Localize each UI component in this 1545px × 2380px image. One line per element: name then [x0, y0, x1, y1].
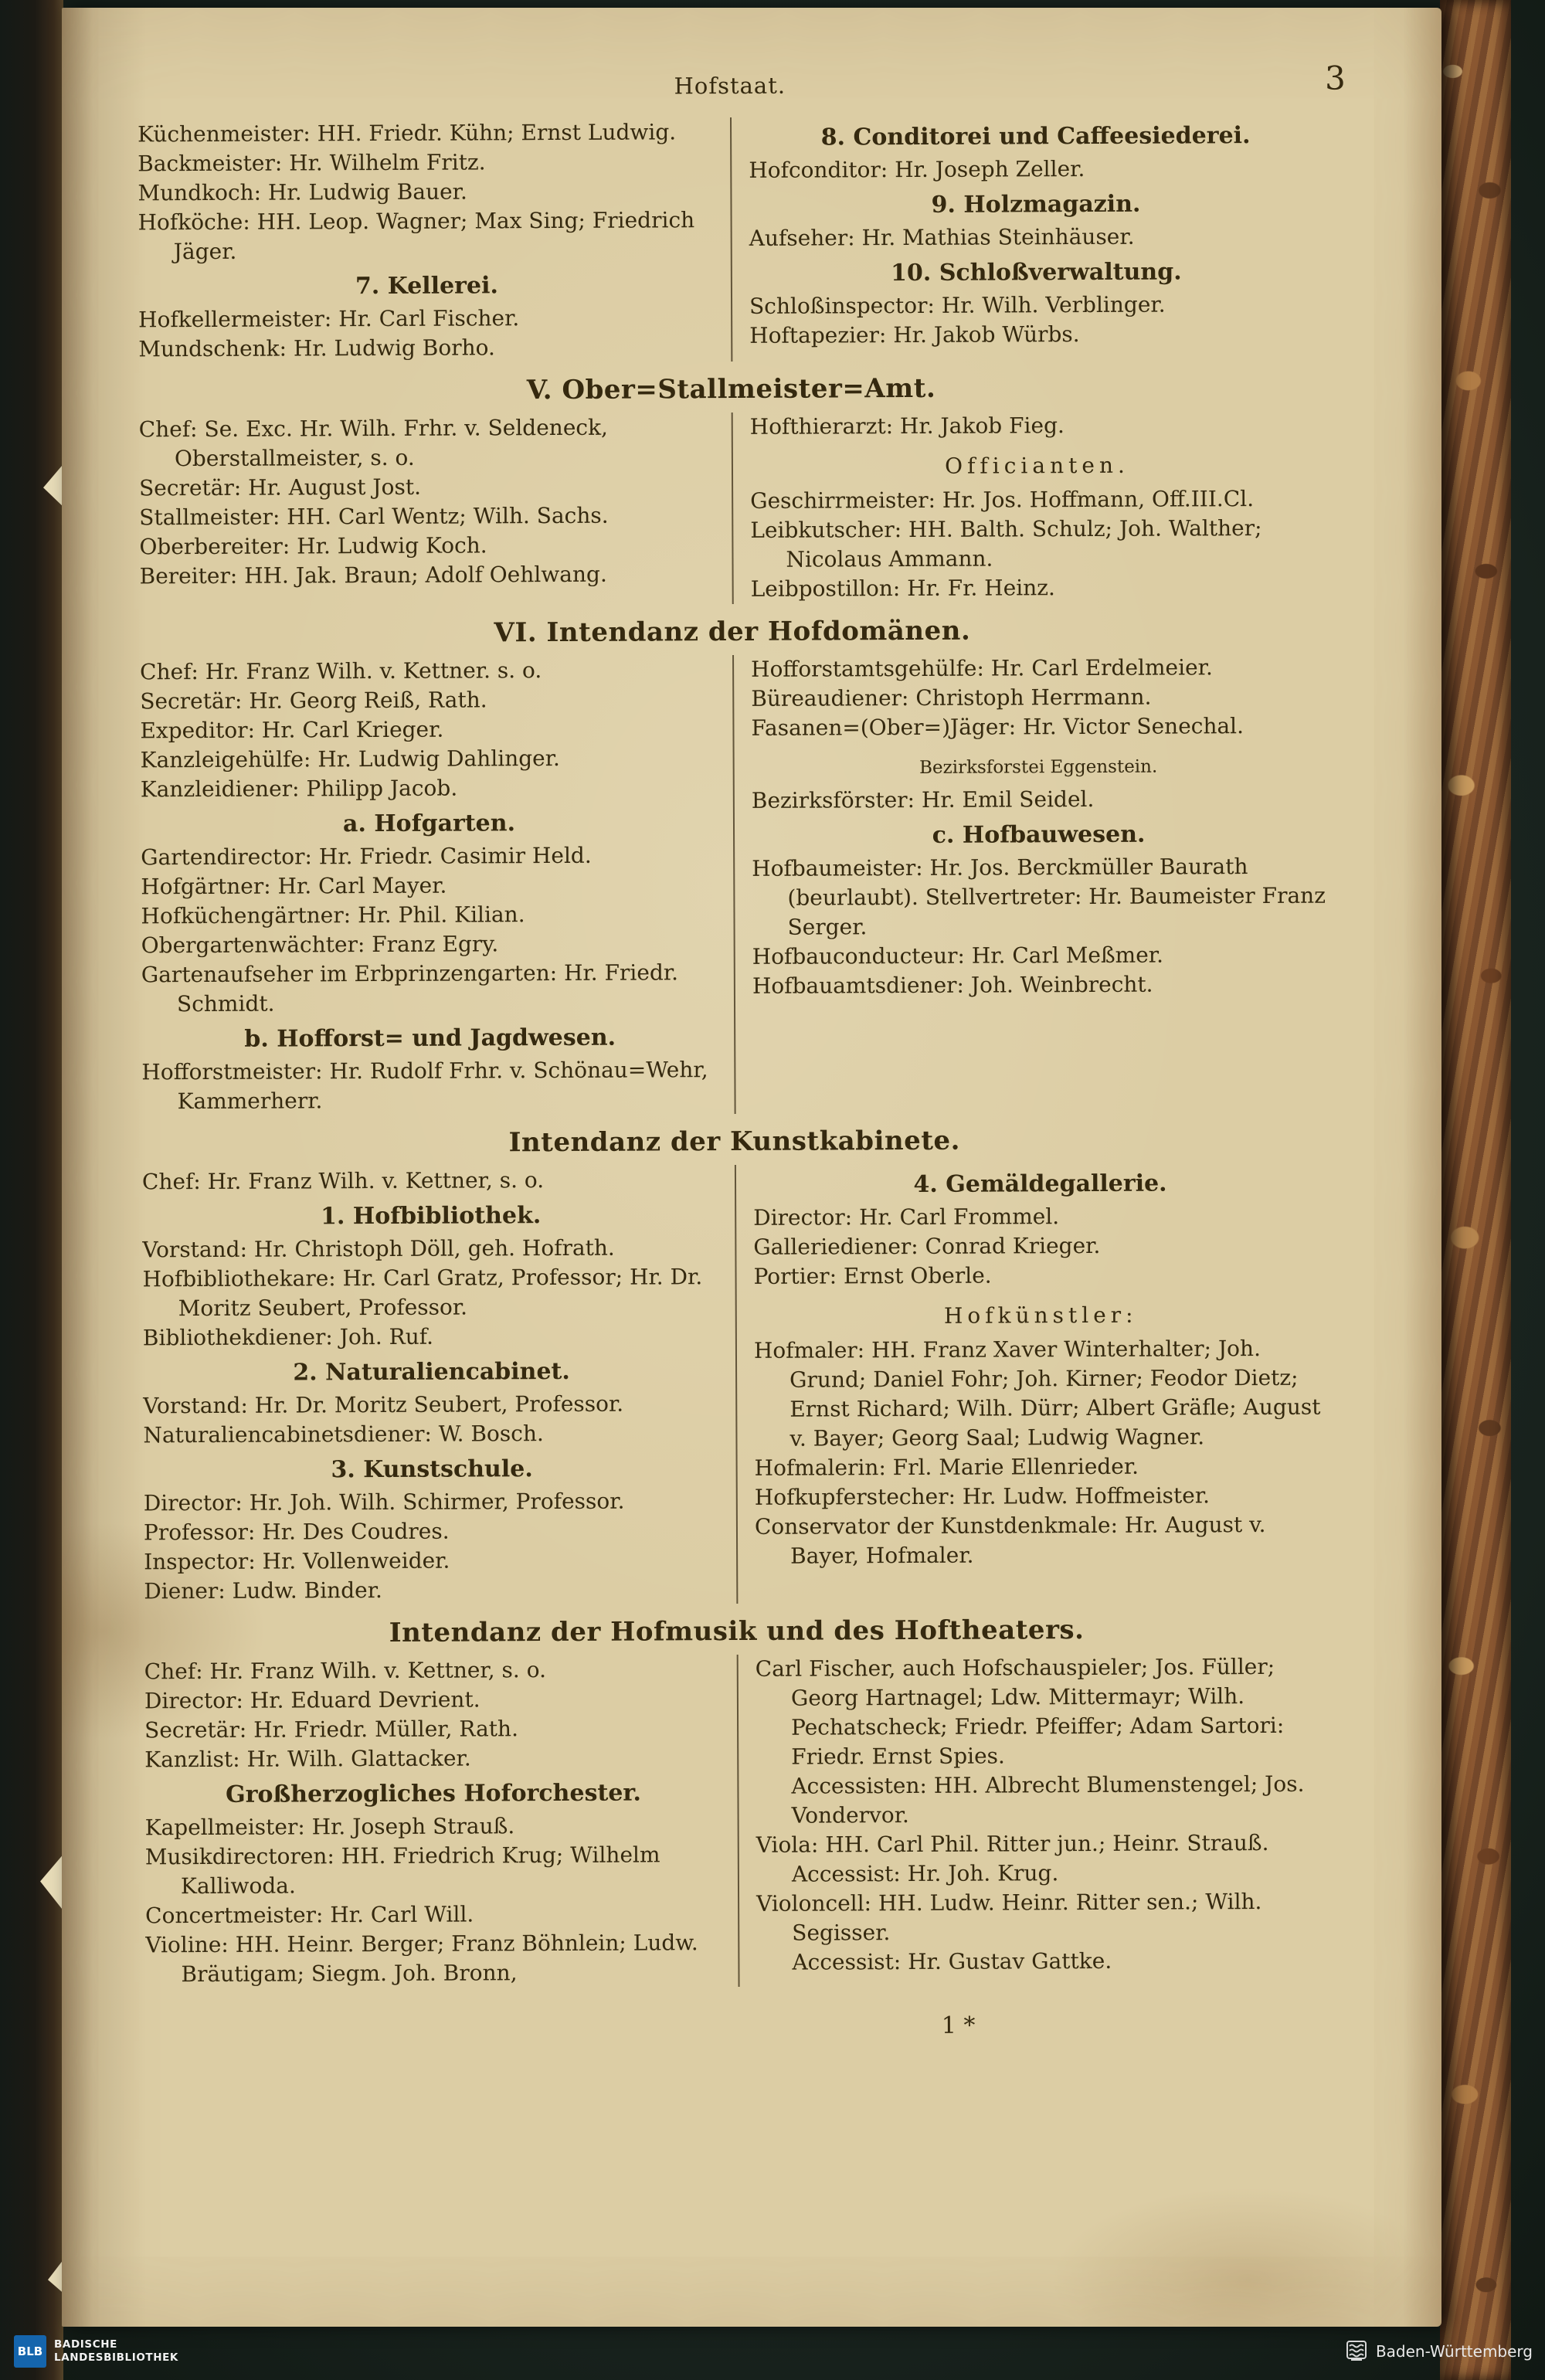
directory-entry: Vorstand: Hr. Christoph Döll, geh. Hofrath.: [142, 1234, 615, 1263]
directory-entry: Mundkoch: Hr. Ludwig Bauer.: [138, 178, 467, 206]
coat-of-arms-icon: [1345, 2340, 1368, 2363]
column-right: [732, 410, 1325, 604]
directory-entry: Accessist: Hr. Gustav Gattke.: [792, 1947, 1112, 1975]
directory-entry: Hofforstamtsgehülfe: Hr. Carl Erdelmeier.: [751, 654, 1213, 682]
section-columns: [139, 410, 1325, 607]
sub-heading: 2. Naturaliencabinet.: [293, 1357, 570, 1387]
sub-heading: 10. Schloßverwaltung.: [891, 258, 1182, 287]
directory-entry: Oberbereiter: Hr. Ludwig Koch.: [139, 532, 487, 560]
directory-entry: Hofforstmeister: Hr. Rudolf Frhr. v. Schönau=Wehr, Kammerherr.: [141, 1057, 708, 1115]
directory-entry: Stallmeister: HH. Carl Wentz; Wilh. Sachs.: [139, 502, 609, 531]
directory-entry: Carl Fischer, auch Hofschauspieler; Jos. Füller; Georg Hartnagel; Ldw. Mittermayr; Wilh. Pechatscheck; Friedr. Pfeiffer; Adam Sartori: Friedr. Ernst Spies.: [755, 1653, 1285, 1770]
sub-heading: Officianten.: [945, 452, 1129, 479]
sub-heading: a. Hofgarten.: [342, 810, 516, 838]
directory-entry: Kanzleigehülfe: Hr. Ludwig Dahlinger.: [140, 745, 560, 773]
page-number: 3: [1324, 59, 1346, 97]
directory-entry: Conservator der Kunstdenkmale: Hr. August v. Bayer, Hofmaler.: [754, 1512, 1266, 1569]
directory-entry: Hofmaler: HH. Franz Xaver Winterhalter; Joh. Grund; Daniel Fohr; Joh. Kirner; Feodor Dietz; Ernst Richard; Wilh. Dürr; Albert Gräfle; August v. Bayer; Georg Saal; Ludwig Wagner.: [753, 1336, 1321, 1451]
directory-entry: Hofthierarzt: Hr. Jakob Fieg.: [749, 413, 1065, 440]
directory-entry: Hofküchengärtner: Hr. Phil. Kilian.: [141, 901, 525, 929]
directory-entry: Hofkellermeister: Hr. Carl Fischer.: [138, 305, 520, 333]
directory-entry: Kapellmeister: Hr. Joseph Strauß.: [144, 1813, 515, 1841]
directory-entry: Violoncell: HH. Ludw. Heinr. Ritter sen.; Wilh. Segisser.: [756, 1889, 1262, 1946]
state-name: Baden-Württemberg: [1375, 2342, 1533, 2361]
directory-entry: Hofkupferstecher: Hr. Ludw. Hoffmeister.: [754, 1482, 1211, 1510]
page-sections: [138, 115, 1331, 1990]
directory-entry: Gartendirector: Hr. Friedr. Casimir Held.: [141, 842, 592, 871]
directory-entry: Bezirksförster: Hr. Emil Seidel.: [751, 786, 1095, 813]
directory-entry: Schloßinspector: Hr. Wilh. Verblinger.: [749, 291, 1166, 319]
library-name: [54, 2338, 178, 2365]
sub-heading: 1. Hofbibliothek.: [321, 1202, 542, 1231]
column-right: [735, 1163, 1329, 1604]
book-cover-marbled-edge: [1440, 0, 1511, 2380]
directory-entry: Chef: Hr. Franz Wilh. v. Kettner, s. o.: [144, 1657, 547, 1685]
signature-mark: 1 *: [941, 2012, 976, 2039]
directory-entry: Chef: Hr. Franz Wilh. v. Kettner, s. o.: [141, 1167, 545, 1195]
directory-entry: Secretär: Hr. Georg Reiß, Rath.: [140, 687, 487, 715]
directory-entry: Hofbauamtsdiener: Joh. Weinbrecht.: [752, 971, 1153, 999]
book-binding-shadow: [0, 0, 63, 2380]
directory-entry: Hofconditor: Hr. Joseph Zeller.: [749, 156, 1085, 183]
directory-entry: Director: Hr. Joh. Wilh. Schirmer, Professor.: [143, 1488, 625, 1516]
section-heading: VI. Intendanz der Hofdomänen.: [494, 615, 971, 649]
directory-entry: Hofbaumeister: Hr. Jos. Berckmüller Baurath (beurlaubt). Stellvertreter: Hr. Baumeister Franz Serger.: [752, 854, 1326, 940]
column-right: [737, 1652, 1331, 1987]
directory-entry: Hoftapezier: Hr. Jakob Würbs.: [749, 321, 1080, 348]
directory-entry: Bereiter: HH. Jak. Braun; Adolf Oehlwang.: [139, 561, 607, 589]
directory-entry: Portier: Ernst Oberle.: [753, 1262, 992, 1289]
column-left: [138, 117, 731, 364]
directory-entry: Hofbauconducteur: Hr. Carl Meßmer.: [752, 942, 1164, 969]
section-columns: [142, 1163, 1329, 1607]
column-left: [140, 655, 735, 1116]
directory-entry: Büreaudiener: Christoph Herrmann.: [751, 684, 1152, 711]
directory-entry: Director: Hr. Carl Frommel.: [753, 1204, 1060, 1231]
sub-heading: 3. Kunstschule.: [331, 1455, 533, 1484]
directory-entry: Gartenaufseher im Erbprinzengarten: Hr. Friedr. Schmidt.: [141, 959, 679, 1017]
directory-entry: Chef: Se. Exc. Hr. Wilh. Frhr. v. Seldeneck, Oberstallmeister, s. o.: [138, 414, 608, 472]
section-heading: V. Ober=Stallmeister=Amt.: [526, 372, 936, 406]
page-header: [138, 59, 1346, 121]
directory-entry: Chef: Hr. Franz Wilh. v. Kettner. s. o.: [140, 657, 542, 685]
sub-heading: 7. Kellerei.: [355, 272, 498, 300]
column-right: [730, 115, 1323, 362]
directory-entry: Professor: Hr. Des Coudres.: [143, 1518, 450, 1546]
library-logo: [14, 2335, 178, 2368]
sub-heading: 8. Conditorei und Caffeesiederei.: [820, 122, 1251, 151]
directory-entry: Director: Hr. Eduard Devrient.: [144, 1686, 480, 1714]
directory-entry: Secretär: Hr. August Jost.: [139, 474, 422, 501]
directory-entry: Viola: HH. Carl Phil. Ritter jun.; Heinr. Strauß.: [756, 1829, 1269, 1858]
directory-entry: Inspector: Hr. Vollenweider.: [144, 1547, 450, 1575]
sub-heading: 9. Holzmagazin.: [931, 190, 1141, 219]
section-heading: Intendanz der Hofmusik und des Hoftheaters.: [389, 1614, 1085, 1648]
directory-entry: Hofköche: HH. Leop. Wagner; Max Sing; Friedrich Jäger.: [138, 207, 695, 265]
section-columns: [144, 1652, 1331, 1990]
directory-entry: Kanzleidiener: Philipp Jacob.: [140, 775, 458, 803]
directory-entry: Hofgärtner: Hr. Carl Mayer.: [141, 872, 447, 900]
directory-entry: Leibpostillon: Hr. Fr. Heinz.: [750, 575, 1055, 602]
library-name-line1: BADISCHE: [54, 2338, 117, 2351]
directory-entry: Expeditor: Hr. Carl Krieger.: [140, 716, 444, 744]
directory-entry: Secretär: Hr. Friedr. Müller, Rath.: [144, 1716, 519, 1743]
directory-entry: Geschirrmeister: Hr. Jos. Hoffmann, Off.III.Cl.: [750, 486, 1255, 514]
sub-heading: Hofkünstler:: [943, 1302, 1138, 1329]
section-heading: Intendanz der Kunstkabinete.: [508, 1125, 961, 1159]
directory-entry: Vorstand: Hr. Dr. Moritz Seubert, Professor.: [143, 1390, 624, 1419]
directory-entry: Fasanen=(Ober=)Jäger: Hr. Victor Senechal.: [751, 713, 1244, 741]
sub-heading: b. Hofforst= und Jagdwesen.: [244, 1024, 616, 1053]
directory-entry: Naturaliencabinetsdiener: W. Bosch.: [143, 1421, 544, 1448]
directory-entry: Accessist: Hr. Joh. Krug.: [791, 1860, 1059, 1887]
section-columns: [140, 653, 1327, 1117]
directory-entry: Mundschenk: Hr. Ludwig Borho.: [138, 334, 495, 362]
directory-entry: Musikdirectoren: HH. Friedrich Krug; Wilhelm Kalliwoda.: [144, 1842, 660, 1900]
sub-heading: Großherzogliches Hoforchester.: [225, 1779, 641, 1808]
column-right: [732, 653, 1327, 1114]
running-header: Hofstaat.: [674, 72, 786, 100]
directory-entry: Backmeister: Hr. Wilhelm Fritz.: [138, 149, 486, 177]
printed-content: [138, 59, 1346, 2291]
column-left: [144, 1655, 739, 1989]
directory-entry: Concertmeister: Hr. Carl Will.: [145, 1901, 474, 1929]
scanned-page: [62, 8, 1441, 2327]
directory-entry: Galleriediener: Conrad Krieger.: [753, 1232, 1101, 1260]
directory-entry: Diener: Ludw. Binder.: [144, 1577, 382, 1604]
directory-entry: Hofmalerin: Frl. Marie Ellenrieder.: [754, 1453, 1139, 1481]
directory-entry: Leibkutscher: HH. Balth. Schulz; Joh. Walther; Nicolaus Ammann.: [750, 515, 1262, 572]
column-left: [142, 1165, 736, 1606]
directory-entry: Küchenmeister: HH. Friedr. Kühn; Ernst Ludwig.: [138, 119, 677, 148]
directory-entry: Violine: HH. Heinr. Berger; Franz Böhnlein; Ludw. Bräutigam; Siegm. Joh. Bronn,: [145, 1930, 698, 1988]
section-columns: [138, 115, 1323, 365]
sub-heading: 4. Gemäldegallerie.: [913, 1170, 1167, 1198]
state-logo: [1345, 2340, 1533, 2363]
directory-entry: Hofbibliothekare: Hr. Carl Gratz, Professor; Hr. Dr. Moritz Seubert, Professor.: [142, 1264, 703, 1322]
directory-entry: Accessisten: HH. Albrecht Blumenstengel; Jos. Vondervor.: [791, 1771, 1305, 1828]
directory-entry: Kanzlist: Hr. Wilh. Glattacker.: [144, 1745, 471, 1773]
sub-heading: c. Hofbauwesen.: [932, 820, 1146, 849]
blb-logo: BLB: [14, 2335, 46, 2368]
column-left: [139, 413, 732, 606]
sub-heading: Bezirksforstei Eggenstein.: [919, 756, 1158, 778]
directory-entry: Bibliothekdiener: Joh. Ruf.: [142, 1323, 434, 1351]
directory-entry: Obergartenwächter: Franz Egry.: [141, 931, 499, 959]
library-name-line2: LANDESBIBLIOTHEK: [54, 2351, 178, 2364]
directory-entry: Aufseher: Hr. Mathias Steinhäuser.: [749, 223, 1135, 251]
